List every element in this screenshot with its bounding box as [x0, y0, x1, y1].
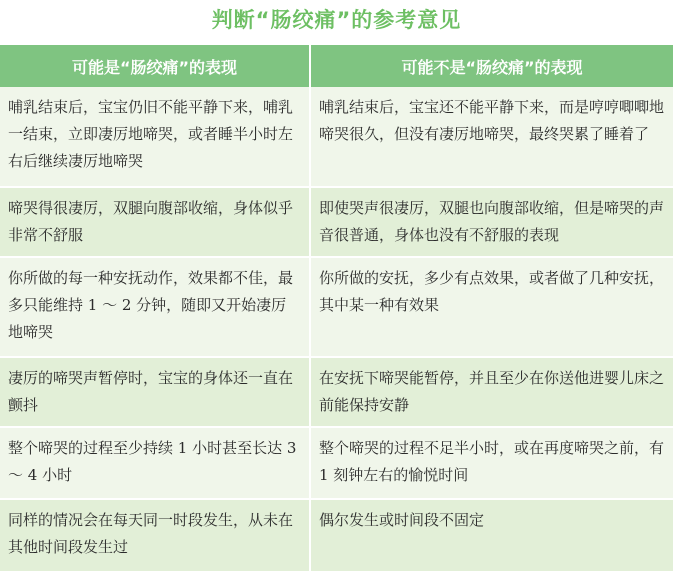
cell-is-colic: 同样的情况会在每天同一时段发生，从未在其他时间段发生过: [0, 499, 310, 571]
cell-not-colic: 整个啼哭的过程不足半小时，或在再度啼哭之前，有 1 刻钟左右的愉悦时间: [310, 427, 673, 499]
cell-is-colic: 整个啼哭的过程至少持续 1 小时甚至长达 3 ～ 4 小时: [0, 427, 310, 499]
cell-is-colic: 啼哭得很凄厉，双腿向腹部收缩，身体似乎非常不舒服: [0, 187, 310, 257]
table-row: [0, 499, 673, 571]
header-is-colic: 可能是“肠绞痛”的表现: [0, 45, 310, 87]
table-row: [0, 187, 673, 257]
cell-not-colic: 即使哭声很凄厉，双腿也向腹部收缩，但是啼哭的声音很普通，身体也没有不舒服的表现: [310, 187, 673, 257]
cell-is-colic: 哺乳结束后，宝宝仍旧不能平静下来，哺乳一结束，立即凄厉地啼哭，或者睡半小时左右后继续凄厉地啼哭: [0, 87, 310, 187]
table-row: [0, 87, 673, 187]
table-row: [0, 257, 673, 357]
cell-is-colic: 你所做的每一种安抚动作，效果都不佳，最多只能维持 1 ～ 2 分钟，随即又开始凄厉地啼哭: [0, 257, 310, 357]
comparison-table: [0, 45, 673, 571]
table-header-row: [0, 45, 673, 87]
cell-is-colic: 凄厉的啼哭声暂停时，宝宝的身体还一直在颤抖: [0, 357, 310, 427]
cell-not-colic: 偶尔发生或时间段不固定: [310, 499, 673, 571]
cell-not-colic: 在安抚下啼哭能暂停，并且至少在你送他进婴儿床之前能保持安静: [310, 357, 673, 427]
header-not-colic: 可能不是“肠绞痛”的表现: [310, 45, 673, 87]
table-row: [0, 357, 673, 427]
page-title: 判断“肠绞痛”的参考意见: [211, 8, 462, 32]
cell-not-colic: 你所做的安抚，多少有点效果，或者做了几种安抚，其中某一种有效果: [310, 257, 673, 357]
table-row: [0, 427, 673, 499]
cell-not-colic: 哺乳结束后，宝宝还不能平静下来，而是哼哼唧唧地啼哭很久，但没有凄厉地啼哭，最终哭累了睡着了: [310, 87, 673, 187]
